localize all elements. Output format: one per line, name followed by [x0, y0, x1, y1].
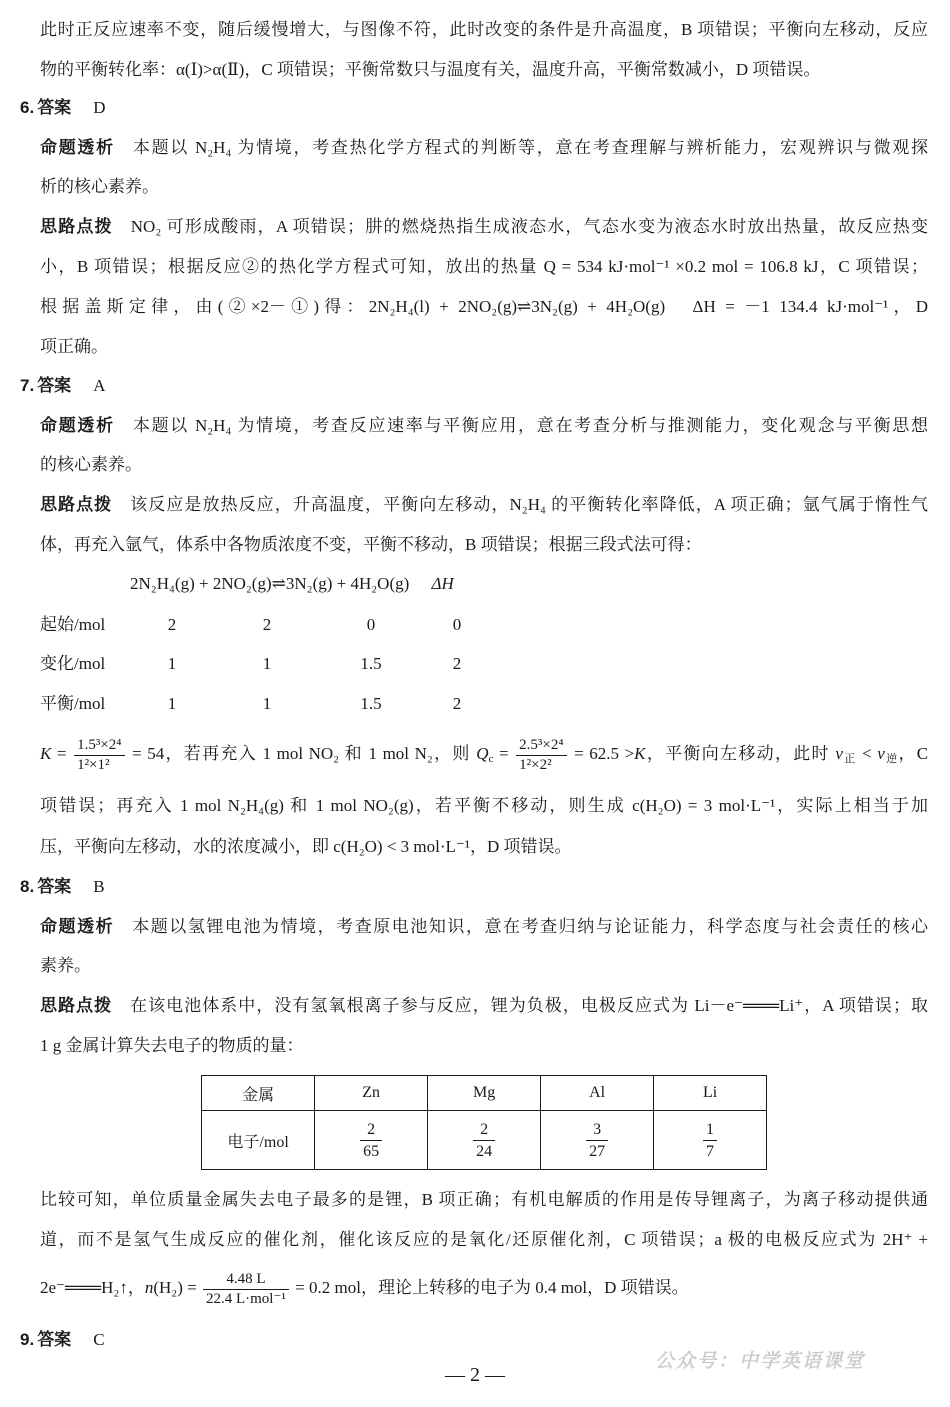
- q8-hint-line-2: 1 g 金属计算失去电子的物质的量：: [40, 1036, 304, 1055]
- q7-hint-line-1: [40, 490, 928, 520]
- q6-answer: D: [93, 98, 106, 117]
- q9-answer: C: [93, 1330, 105, 1349]
- stage-value: 1: [167, 654, 177, 673]
- q8-final-line: [40, 1264, 928, 1312]
- stage-row-label: 平衡/mol: [40, 694, 106, 713]
- table-header-cell: 金属: [202, 1076, 315, 1111]
- v-reverse: [877, 744, 898, 763]
- stage-value: 1: [262, 654, 272, 673]
- v-forward: [835, 744, 856, 763]
- table-cell: [541, 1111, 654, 1170]
- k-fraction-denominator: 1²×1²: [77, 756, 110, 773]
- stage-value: 2: [452, 654, 462, 673]
- q7-number: 7.: [20, 376, 35, 395]
- q7-stage-row-equilibrium: [40, 689, 928, 719]
- q8-number: 8.: [20, 877, 35, 896]
- electron-fraction: [473, 1119, 495, 1162]
- q7-hint-label: 思路点拨: [40, 495, 113, 515]
- q-subscript: c: [488, 753, 494, 765]
- table-header-cell: Zn: [315, 1076, 428, 1111]
- q6-hint-label: 思路点拨: [40, 217, 113, 237]
- fraction-denominator: 7: [706, 1142, 715, 1160]
- stage-value: 2: [167, 615, 177, 634]
- stage-value: 1.5: [360, 694, 382, 713]
- q6-hint-line-4: 项正确。: [40, 337, 108, 356]
- table-row-label: 电子/mol: [202, 1111, 315, 1170]
- k-line-text-2: = 62.5 >: [574, 744, 635, 763]
- page-number: — 2 —: [445, 1364, 505, 1386]
- qc-fraction-denominator: 1²×2²: [519, 756, 552, 773]
- q7-stage-row-initial: [40, 610, 928, 640]
- q7-answer-label: 答案: [37, 376, 72, 396]
- q6-answer-label: 答案: [37, 98, 72, 118]
- table-cell: [654, 1111, 767, 1170]
- q8-analysis-line-1: [40, 912, 928, 942]
- q8-answer: B: [93, 877, 105, 896]
- final-line-text-3: = 0.2 mol，理论上转移的电子为 0.4 mol，D 项错误。: [295, 1278, 689, 1297]
- k-fraction: [74, 736, 124, 775]
- stage-value: 0: [366, 615, 376, 634]
- stage-row-label: 起始/mol: [40, 615, 106, 634]
- v-letter: v: [877, 744, 885, 763]
- equals-sign: =: [56, 744, 67, 763]
- qc-fraction-numerator: 2.5³×2⁴: [516, 736, 566, 756]
- v-reverse-subscript: 逆: [884, 753, 899, 765]
- q6-analysis-text-1: 本题以 N₂H₄ 为情境，考查热化学方程式的判断等，意在考查理解与辨析能力，宏观辨识与微观探: [132, 138, 929, 157]
- table-row: [202, 1111, 767, 1170]
- q7-answer: A: [93, 376, 106, 395]
- electron-fraction: [586, 1119, 608, 1162]
- q6-analysis-line-2: 析的核心素养。: [40, 177, 159, 196]
- q7-equation-delta-h: ΔH: [431, 574, 454, 593]
- k-line-tail: ，C: [898, 744, 929, 763]
- q7-hint-text-1: 该反应是放热反应，升高温度，平衡向左移动，N₂H₄ 的平衡转化率降低，A 项正确；氩气属于惰性气: [130, 495, 929, 514]
- q7-heading: [20, 371, 908, 401]
- v-letter: v: [835, 744, 843, 763]
- table-cell: [428, 1111, 541, 1170]
- k-symbol-2: K: [634, 744, 646, 763]
- q-letter: Q: [476, 744, 489, 763]
- q8-analysis-line-2: 素养。: [40, 956, 91, 975]
- mole-fraction: [203, 1270, 289, 1309]
- continuation-line-1: 此时正反应速率不变，随后缓慢增大，与图像不符，此时改变的条件是升高温度，B 项错误；平衡向左移动，反应: [40, 20, 928, 39]
- q6-hint-line-3: 根据盖斯定律，由(②×2－①)得：2N₂H₄(l) + 2NO₂(g)⇌3N₂(g) + 4H₂O(g) ΔH = －1 134.4 kJ·mol⁻¹，D: [40, 297, 928, 316]
- stage-value: 2: [262, 615, 272, 634]
- n-symbol: n: [144, 1278, 154, 1297]
- final-line-text-2: (H₂) =: [153, 1278, 197, 1297]
- q6-hint-text-1: NO₂ 可形成酸雨，A 项错误；肼的燃烧热指生成液态水，气态水变为液态水时放出热量，故反应热变: [130, 217, 929, 236]
- q8-heading: [20, 872, 908, 902]
- metal-electron-table: [201, 1075, 767, 1170]
- q8-hint-label: 思路点拨: [40, 996, 113, 1016]
- continuation-line-2: 物的平衡转化率：α(Ⅰ)>α(Ⅱ)，C 项错误；平衡常数只与温度有关，温度升高，平衡常数减小，D 项错误。: [40, 60, 821, 79]
- q8-hint-line-1: [40, 991, 928, 1021]
- qc-symbol: [476, 744, 493, 763]
- fraction-denominator: 65: [363, 1142, 380, 1160]
- q6-analysis-label: 命题透析: [40, 138, 115, 158]
- q6-hint-line-2: 小，B 项错误；根据反应②的热化学方程式可知，放出的热量 Q = 534 kJ·mol⁻¹ ×0.2 mol = 106.8 kJ，C 项错误；: [40, 257, 928, 276]
- q7-analysis-line-2: 的核心素养。: [40, 455, 142, 474]
- mole-fraction-denominator: 22.4 L·mol⁻¹: [205, 1290, 286, 1307]
- fraction-numerator: 3: [586, 1119, 608, 1141]
- k-fraction-numerator: 1.5³×2⁴: [74, 736, 124, 756]
- less-than-sign: <: [862, 744, 872, 763]
- q6-number: 6.: [20, 98, 35, 117]
- equals-sign: =: [498, 744, 509, 763]
- stage-value: 1: [262, 694, 272, 713]
- k-line-text-1: = 54，若再充入 1 mol NO₂ 和 1 mol N₂，则: [132, 744, 471, 763]
- k-symbol: K: [40, 744, 52, 763]
- stage-row-label: 变化/mol: [40, 654, 106, 673]
- q7-hint-line-2: 体，再充入氩气，体系中各物质浓度不变，平衡不移动，B 项错误；根据三段式法可得：: [40, 535, 702, 554]
- q9-number: 9.: [20, 1330, 35, 1349]
- q7-reaction-equation: [130, 569, 730, 599]
- table-header-row: [202, 1076, 767, 1111]
- q7-equilibrium-constant-line: [40, 730, 928, 778]
- q7-after-line-1: 项错误；再充入 1 mol N₂H₄(g) 和 1 mol NO₂(g)，若平衡不移动，则生成 c(H₂O) = 3 mol·L⁻¹，实际上相当于加: [40, 796, 928, 815]
- stage-value: 0: [452, 615, 462, 634]
- q7-analysis-label: 命题透析: [40, 416, 115, 436]
- q8-after-line-2: 道，而不是氢气生成反应的催化剂，催化该反应的是氧化/还原催化剂，C 项错误；a 极的电极反应式为 2H⁺ +: [40, 1230, 928, 1249]
- q7-after-line-2: 压，平衡向左移动，水的浓度减小，即 c(H₂O) < 3 mol·L⁻¹，D 项错误。: [40, 837, 572, 856]
- fraction-denominator: 27: [589, 1142, 606, 1160]
- stage-value: 2: [452, 694, 462, 713]
- table-header-cell: Al: [541, 1076, 654, 1111]
- table-cell: [315, 1111, 428, 1170]
- q7-analysis-text-1: 本题以 N₂H₄ 为情境，考查反应速率与平衡应用，意在考查分析与推测能力，变化观念与平衡思想: [132, 416, 929, 435]
- qc-fraction: [516, 736, 566, 775]
- q6-analysis-line-1: [40, 133, 928, 163]
- q8-analysis-label: 命题透析: [40, 917, 115, 937]
- q7-stage-row-change: [40, 649, 928, 679]
- stage-value: 1: [167, 694, 177, 713]
- k-line-text-3: ，平衡向左移动，此时: [645, 744, 830, 763]
- fraction-numerator: 2: [360, 1119, 382, 1141]
- v-forward-subscript: 正: [842, 753, 857, 765]
- q8-answer-label: 答案: [37, 877, 72, 897]
- q9-answer-label: 答案: [37, 1330, 72, 1350]
- table-header-cell: Mg: [428, 1076, 541, 1111]
- q8-after-line-1: 比较可知，单位质量金属失去电子最多的是锂，B 项正确；有机电解质的作用是传导锂离子，为离子移动提供通: [40, 1190, 928, 1209]
- q6-heading: [20, 93, 908, 123]
- q8-hint-text-1: 在该电池体系中，没有氢氧根离子参与反应，锂为负极，电极反应式为 Li－e⁻═══Li⁺，A 项错误；取: [130, 996, 928, 1015]
- q7-equation-text: 2N₂H₄(g) + 2NO₂(g)⇌3N₂(g) + 4H₂O(g): [130, 574, 410, 593]
- watermark-text: 公众号：中学英语课堂: [655, 1351, 866, 1372]
- q6-hint-line-1: [40, 212, 928, 242]
- fraction-numerator: 2: [473, 1119, 495, 1141]
- fraction-denominator: 24: [476, 1142, 493, 1160]
- electron-fraction: [703, 1119, 717, 1162]
- q7-analysis-line-1: [40, 411, 928, 441]
- stage-value: 1.5: [360, 654, 382, 673]
- mole-fraction-numerator: 4.48 L: [203, 1270, 289, 1290]
- final-line-text-1: 2e⁻═══H₂↑，: [40, 1278, 145, 1297]
- electron-fraction: [360, 1119, 382, 1162]
- fraction-numerator: 1: [703, 1119, 717, 1141]
- q8-analysis-text-1: 本题以氢锂电池为情境，考查原电池知识，意在考查归纳与论证能力，科学态度与社会责任的核心: [132, 917, 929, 936]
- table-header-cell: Li: [654, 1076, 767, 1111]
